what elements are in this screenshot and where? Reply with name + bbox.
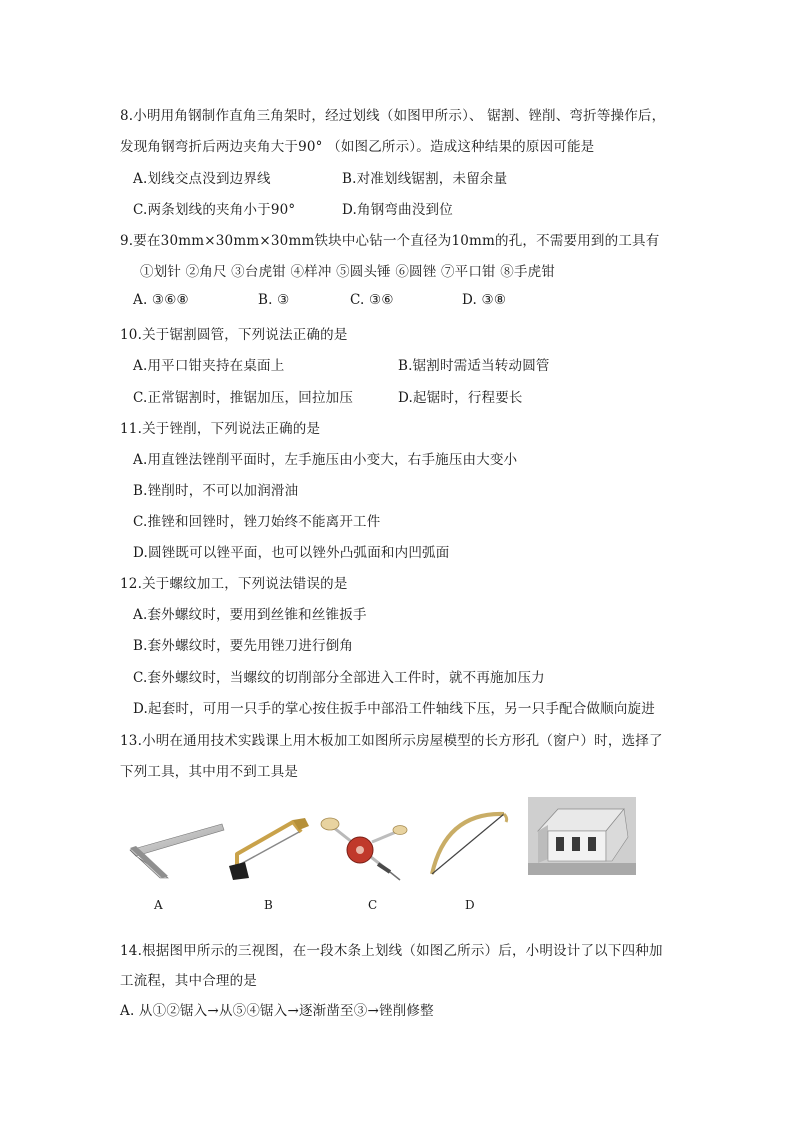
tool-c-hand-drill-image	[316, 812, 408, 884]
tool-a-label: A	[154, 898, 163, 912]
q11-option-d: D.圆锉既可以锉平面，也可以锉外凸弧面和内凹弧面	[133, 545, 450, 561]
tool-b-hacksaw-image	[227, 816, 311, 882]
q8-option-b: B.对准划线锯割，未留余量	[342, 171, 508, 187]
q12-option-c: C.套外螺纹时，当螺纹的切削部分全部进入工件时，就不再施加压力	[133, 670, 545, 686]
q11-option-a: A.用直锉法锉削平面时，左手施压由小变大，右手施压由大变小	[133, 452, 518, 468]
q14-option-a: A. 从①②锯入→从⑤④锯入→逐渐凿至③→锉削修整	[120, 1003, 434, 1019]
q9-option-d: D. ③⑧	[462, 292, 507, 308]
tool-d-label: D	[465, 898, 475, 912]
q11-option-b: B.锉削时，不可以加润滑油	[133, 483, 299, 499]
q8-stem-line1: 8.小明用角钢制作直角三角架时，经过划线（如图甲所示）、 锯割、锉削、弯折等操作后，	[120, 108, 666, 124]
tool-d-bow-saw-image	[426, 808, 512, 880]
q8-option-c: C.两条划线的夹角小于90°	[133, 202, 296, 218]
q8-option-d: D.角钢弯曲没到位	[342, 202, 453, 218]
q11-stem: 11.关于锉削，下列说法正确的是	[120, 421, 321, 437]
q14-stem-line2: 工流程，其中合理的是	[120, 973, 257, 989]
q10-option-a: A.用平口钳夹持在桌面上	[133, 358, 285, 374]
house-model-image	[528, 797, 636, 875]
q10-stem: 10.关于锯割圆管，下列说法正确的是	[120, 327, 348, 343]
q10-option-d: D.起锯时，行程要长	[398, 390, 523, 406]
q9-tools-list: ①划针 ②角尺 ③台虎钳 ④样冲 ⑤圆头锤 ⑥圆锉 ⑦平口钳 ⑧手虎钳	[140, 264, 556, 280]
q12-option-b: B.套外螺纹时，要先用锉刀进行倒角	[133, 638, 354, 654]
q13-stem-line2: 下列工具，其中用不到工具是	[120, 764, 299, 780]
q12-option-d: D.起套时，可用一只手的掌心按住扳手中部沿工件轴线下压，另一只手配合做顺向旋进	[133, 701, 655, 717]
q9-option-a: A. ③⑥⑧	[133, 292, 189, 308]
q9-stem: 9.要在30mm×30mm×30mm铁块中心钻一个直径为10mm的孔，不需要用到的工具有	[120, 233, 660, 249]
q9-option-c: C. ③⑥	[350, 292, 394, 308]
q10-option-c: C.正常锯割时，推锯加压，回拉加压	[133, 390, 354, 406]
tool-c-label: C	[368, 898, 378, 912]
q8-option-a: A.划线交点没到边界线	[133, 171, 271, 187]
tool-a-square-image	[122, 818, 226, 880]
q13-stem-line1: 13.小明在通用技术实践课上用木板加工如图所示房屋模型的长方形孔（窗户）时，选择了	[120, 733, 663, 749]
q10-option-b: B.锯割时需适当转动圆管	[398, 358, 550, 374]
q14-stem-line1: 14.根据图甲所示的三视图，在一段木条上划线（如图乙所示）后，小明设计了以下四种加	[120, 943, 663, 959]
q12-stem: 12.关于螺纹加工，下列说法错误的是	[120, 576, 348, 592]
q11-option-c: C.推锉和回锉时，锉刀始终不能离开工件	[133, 514, 381, 530]
q12-option-a: A.套外螺纹时，要用到丝锥和丝锥扳手	[133, 607, 367, 623]
q9-option-b: B. ③	[258, 292, 290, 308]
tool-b-label: B	[264, 898, 273, 912]
q8-stem-line2: 发现角钢弯折后两边夹角大于90° （如图乙所示）。造成这种结果的原因可能是	[120, 139, 595, 155]
